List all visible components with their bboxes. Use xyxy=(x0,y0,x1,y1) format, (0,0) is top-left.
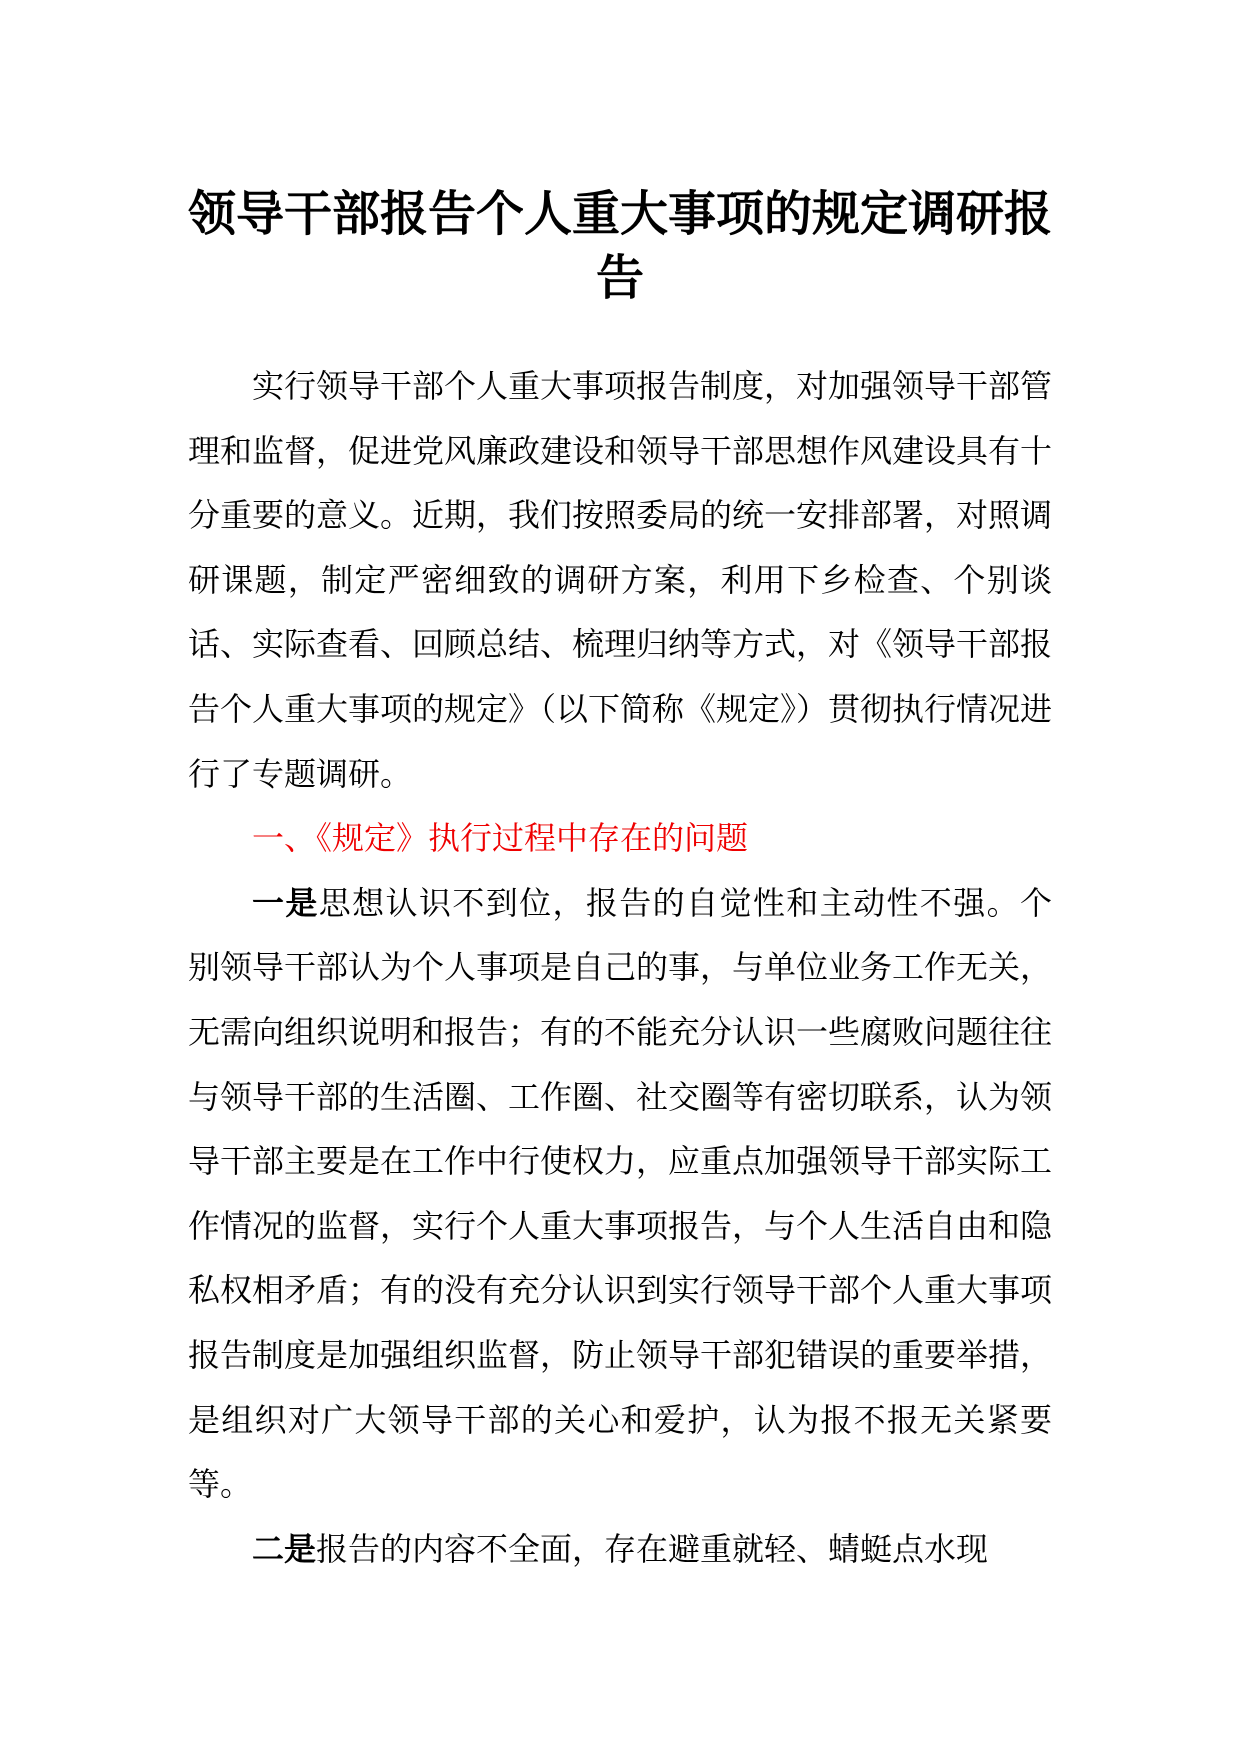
document-title xyxy=(188,182,1052,310)
title-line-2: 告 xyxy=(595,250,644,306)
document-page xyxy=(188,182,1052,1581)
point-one-lead: 一是 xyxy=(252,883,319,922)
point-two-lead: 二是 xyxy=(252,1529,317,1568)
point-one-paragraph xyxy=(188,871,1052,1517)
intro-paragraph: 实行领导干部个人重大事项报告制度，对加强领导干部管理和监督，促进党风廉政建设和领导干部思想作风建设具有十分重要的意义。近期，我们按照委局的统一安排部署，对照调研课题，制定严密细致的调研方案，利用下乡检查、个别谈话、实际查看、回顾总结、梳理归纳等方式，对《领导干部报告个人重大事项的规定》（以下简称《规定》）贯彻执行情况进行了专题调研。 xyxy=(188,367,1053,793)
point-one-text: 思想认识不到位，报告的自觉性和主动性不强。个别领导干部认为个人事项是自己的事，与单位业务工作无关，无需向组织说明和报告；有的不能充分认识一些腐败问题往往与领导干部的生活圈、工作圈、社交圈等有密切联系，认为领导干部主要是在工作中行使权力，应重点加强领导干部实际工作情况的监督，实行个人重大事项报告，与个人生活自由和隐私权相矛盾；有的没有充分认识到实行领导干部个人重大事项报告制度是加强组织监督，防止领导干部犯错误的重要举措，是组织对广大领导干部的关心和爱护，认为报不报无关紧要等。 xyxy=(188,883,1053,1504)
title-line-1: 领导干部报告个人重大事项的规定调研报 xyxy=(188,186,1053,242)
point-two-text: 报告的内容不全面，存在避重就轻、蜻蜓点水现 xyxy=(316,1529,989,1568)
point-two-paragraph xyxy=(188,1517,1052,1582)
section-heading: 一、《规定》执行过程中存在的问题 xyxy=(252,819,749,858)
document-body xyxy=(188,354,1052,1581)
